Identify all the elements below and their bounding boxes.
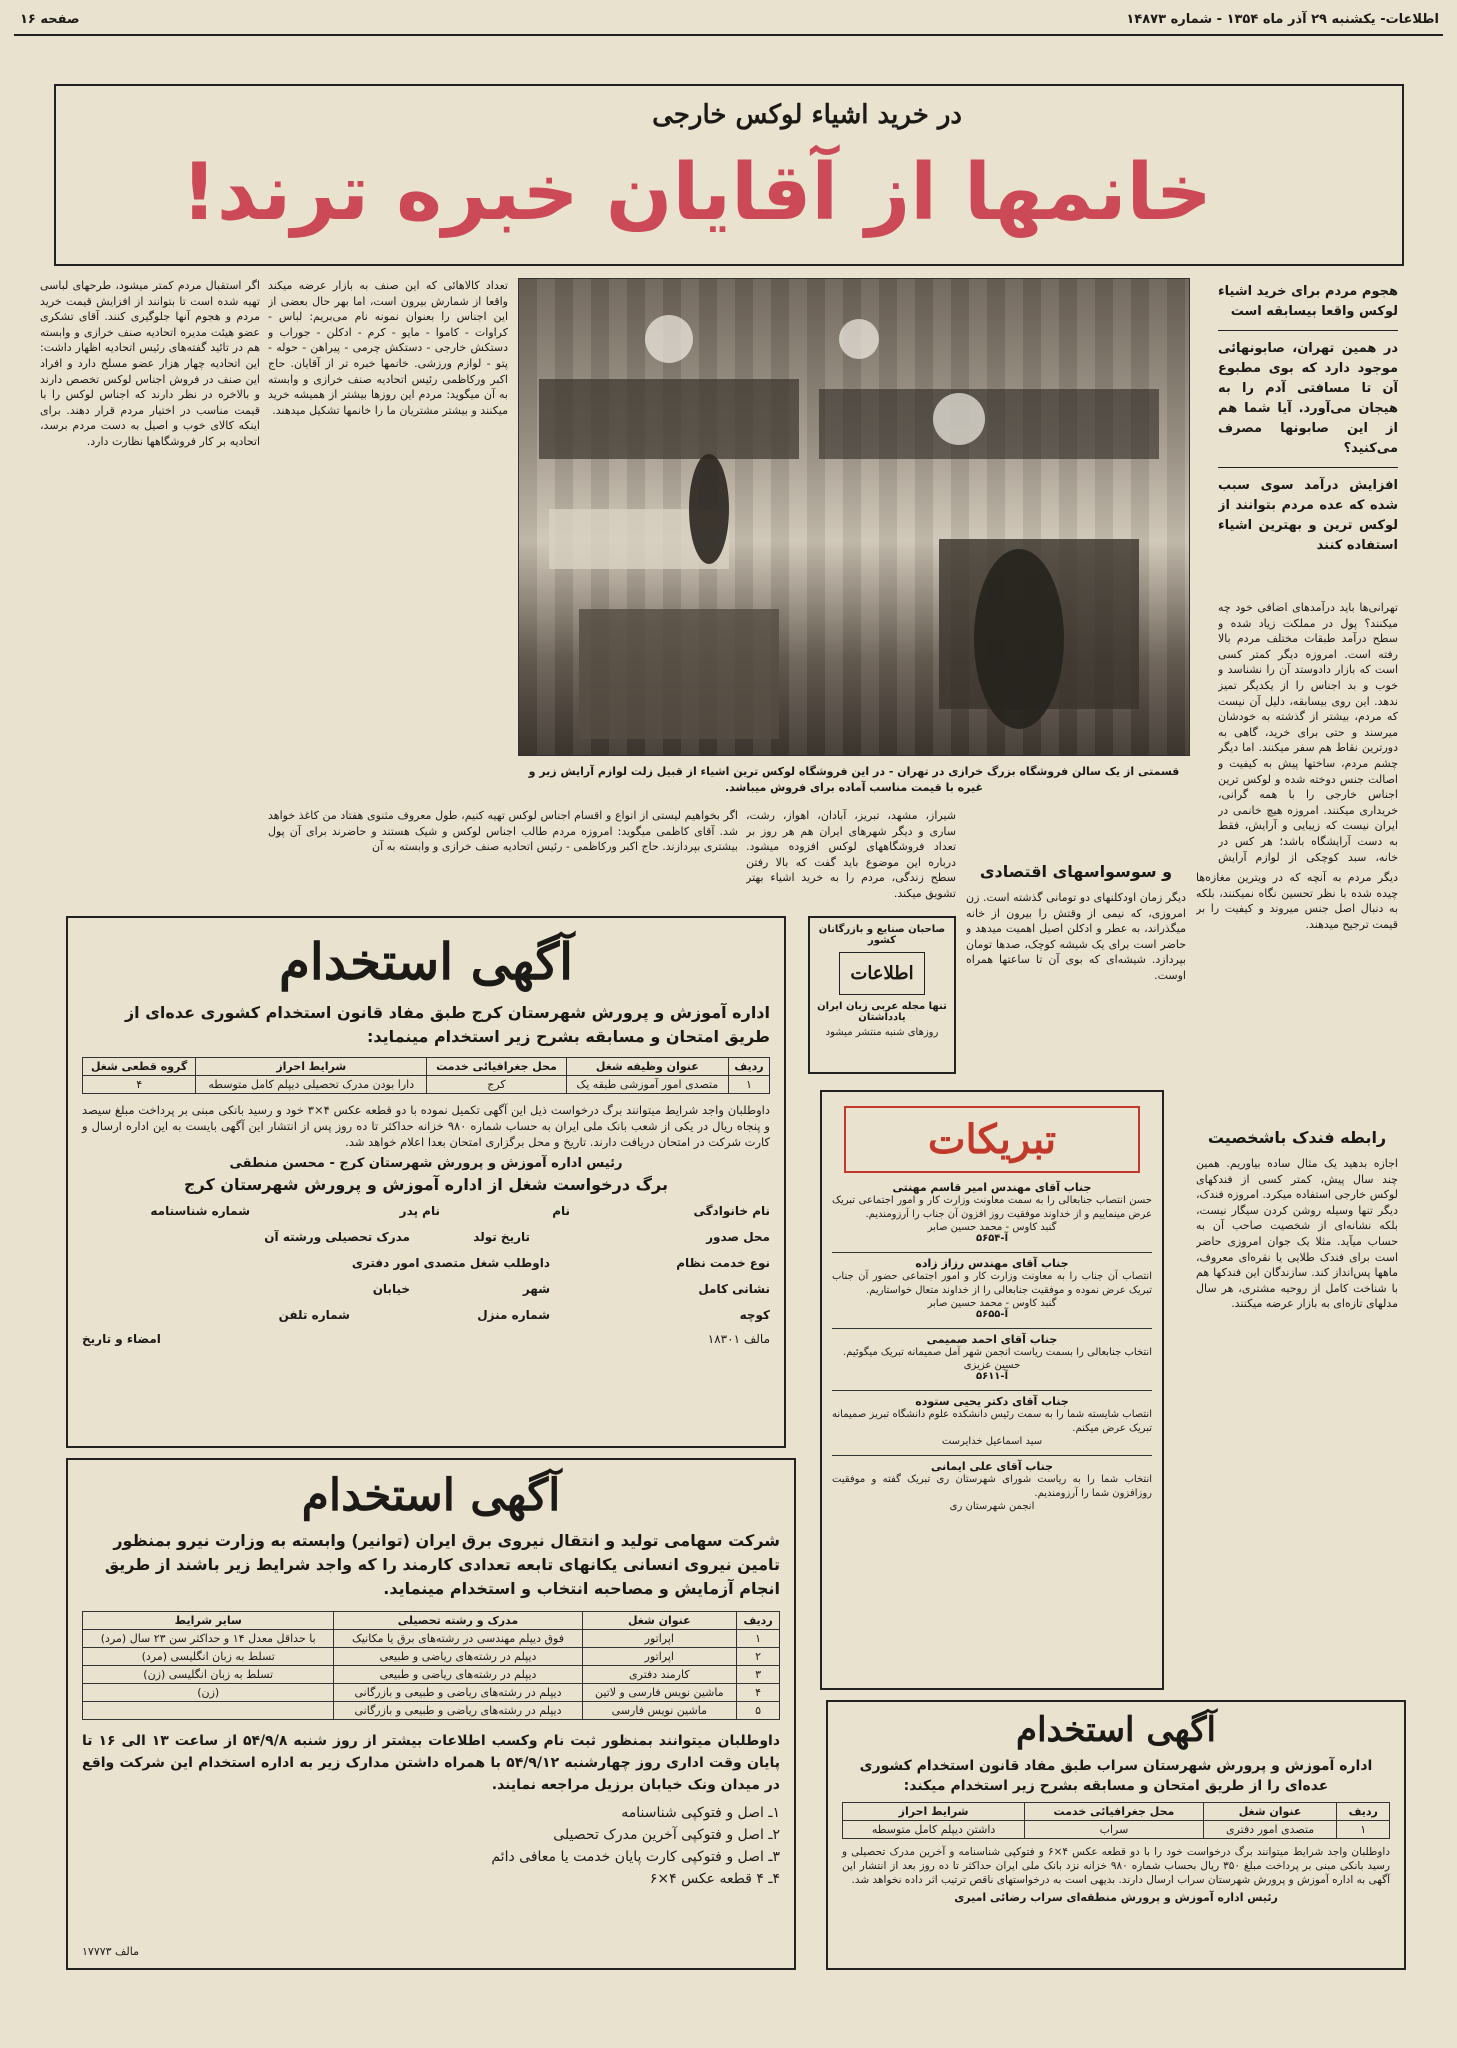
body-bottom-right: شیراز، مشهد، تبریز، آبادان، اهواز، رشت، ساری و دیگر شهرهای ایران هم هر روز بر تعداد فروشگاههای لوکس افزوده میشود. درباره این موضوع باید گفت که بالا رفتن سطح زندگی، مردم را به خرید اشیاء بهتر تشویق میکند. xyxy=(746,809,956,900)
store-photo xyxy=(518,278,1190,756)
table-row: ۳ کارمند دفتری دیپلم در رشته‌های ریاضی و طبیعی تسلط به زبان انگلیسی (زن) xyxy=(83,1666,780,1684)
ad-karaj-body: داوطلبان واجد شرایط میتوانند برگ درخواست ذیل این آگهی تکمیل نموده با دو قطعه عکس ۴×۳ خود و رسید بانکی مبنی بر پرداخت مبلغ سیصد و پنجاه ریال در یکی از شعب بانک ملی ایران به حساب شماره ۹۸۰ خزانه حداکثر تا ده روز پس از انتشار این آگهی بایست به این اداره ارسال و کارت شرکت در امتحان دریافت دارند. تاریخ و محل برگزاری امتحان بعدا اعلام خواهد شد. xyxy=(82,1103,770,1149)
congrats-item: جناب آقای علی ایمانی انتخاب شما را به ریاست شورای شهرستان ری تبریک گفته و موفقیت روزافزون شما را آرزومندیم. انجمن شهرستان ری xyxy=(832,1455,1152,1512)
ad-karaj-signature: رئیس اداره آموزش و پرورش شهرستان کرج - محسن منطقی xyxy=(229,1156,623,1171)
body-col-left: اگر استقبال مردم کمتر میشود، طرحهای لباسی تهیه شده است تا بتوانند از افزایش قیمت خرید مردم و هجوم آنها جلوگیری کنند. آقای تشکری عضو هیئت مدیره اتحادیه صنف خرازی و وابسته هم در تائید گفته‌های رئیس اتحادیه اظهار داشت: این اتحادیه چهار هزار عضو مسلح دارد و افراد این صنف در فروش اجناس لوکس تخصص دارند و بالاخره در نظر دارند که اجناس لوکس را با قیمت مناسب در اختیار مردم قرار دهند. برای اینکه کالای خوب و اصیل به دست مردم برسد، اتحادیه بر کار فروشگاهها نظارت دارد. xyxy=(40,279,260,448)
ad-tavanir-doc: ۲ـ اصل و فتوکپی آخرین مدرک تحصیلی xyxy=(553,1827,780,1843)
table-row: ۲ اپراتور دیپلم در رشته‌های ریاضی و طبیعی تسلط به زبان انگلیسی (مرد) xyxy=(83,1648,780,1666)
ad-congrats-title: تبریکات xyxy=(927,1116,1057,1163)
lead-para-3: افزایش درآمد سوی سبب شده که عده مردم بتوانند از لوکس ترین و بهترین اشیاء استفاده کنند xyxy=(1218,478,1398,553)
ad-tavanir-intro: شرکت سهامی تولید و انتقال نیروی برق ایران (توانیر) وابسته به وزارت نیرو بمنظور تامین نیروی انسانی یکانهای تابعه تعدادی کارمند را که واجد شرایط زیر باشند از طریق انجام آزمایش و مصاحبه انتخاب و استخدام مینماید. xyxy=(104,1531,780,1598)
lead-para-2: در همین تهران، صابونهائی موجود دارد که بوی مطبوع آن تا مسافتی آدم را به هیجان می‌آورد. آیا شما هم از این صابونها مصرف می‌کنید؟ xyxy=(1218,341,1398,456)
ad-karaj-title: آگهی استخدام xyxy=(278,932,574,991)
ad-sarab-body: داوطلبان واجد شرایط میتوانند برگ درخواست خود را با دو قطعه عکس ۴×۶ و فتوکپی شناسنامه و آخرین مدرک تحصیلی و رسید بانکی مبنی بر پرداخت مبلغ ۳۵۰ ریال بحساب شماره ۹۸۰ خزانه نزد بانک ملی ایران حداکثر تا ده روز بعد از انتشار این آگهی به اداره آموزش و پرورش شهرستان سراب ارسال دارند. بدیهی است به درخواستهای ناقص ترتیب اثر داده نخواهد شد. xyxy=(842,1846,1390,1886)
body-col-mid: تعداد کالاهائی که این صنف به بازار عرضه میکند واقعا از شمارش بیرون است، اما بهر حال بعضی از این اجناس را بعنوان نمونه نام می‌بریم: لباس - کراوات - کاموا - مایو - کرم - ادکلن - جوراب و دستکش خارجی - دستکش چرمی - پیراهن - حوله - پتو - لوازم ورزشی. خانمها خبره تر از آقایان. حاج اکبر ورکاظمی رئیس اتحادیه صنف خرازی و وابسته به آن میگوید: مردم این روزها بیشتر از همیشه خرید میکنند و بیشتر مشتریان ما را خانمها تشکیل میدهند. xyxy=(268,279,508,417)
photo-caption: قسمتی از یک سالن فروشگاه بزرگ خرازی در تهران - در این فروشگاه لوکس ترین اشیاء از قبیل زلت لوازم آرایش زیر و غیره با قیمت مناسب آماده برای فروش میباشد. xyxy=(528,765,1180,794)
ettelaat-logo: اطلاعات xyxy=(839,952,925,995)
ad-congrats xyxy=(820,1090,1164,1690)
headline-kicker: در خرید اشیاء لوکس خارجی xyxy=(652,100,962,130)
subhead-relation: رابطه فندک باشخصیت xyxy=(1207,1128,1387,1147)
issue-line: اطلاعات- یکشنبه ۲۹ آذر ماه ۱۳۵۴ - شماره ۱۴۸۷۳ xyxy=(1126,12,1439,27)
ad-tavanir-table: ردیف عنوان شغل مدرک و رشته تحصیلی سایر شرایط ۱ اپراتور فوق دیپلم مهندسی در رشته‌های برق یا مکانیک با حداقل معدل ۱۴ و حداکثر سن ۲۳ سال (مرد) ۲ اپراتور دیپلم در رشته‌های ریاضی و طبیعی تسلط به زبان انگلیسی (مرد) ۳ کارمند دفتری دیپلم در رشته‌های ریاضی و طبیعی تسلط به زبان انگلیسی (زن) ۴ ماشین نویس فارسی و لاتین دیپلم در رشته‌های ریاضی و طبیعی و بازرگانی (زن) ۵ ماشین نویس فارسی دیپلم در رشته‌های ریاضی و طبیعی و بازرگانی xyxy=(82,1611,780,1720)
headline-box xyxy=(54,84,1404,266)
body-bottom-mid: اگر بخواهیم لیستی از انواع و اقسام اجناس لوکس تهیه کنیم، طول معروف مثنوی هفتاد من کاغذ خواهد شد. آقای کاظمی میگوید: امروزه مردم طالب اجناس لوکس و شیک هستند و حاضرند برای آن پول بیشتری بپردازند. حاج اکبر ورکاظمی - رئیس اتحادیه صنف خرازی و وابسته به آن xyxy=(268,809,738,854)
ad-tavanir-doc: ۱ـ اصل و فتوکپی شناسنامه xyxy=(621,1805,780,1821)
body-col-right: تهرانی‌ها باید درآمدهای اضافی خود چه میکنند؟ پول در مملکت زیاد شده و سطح درآمد طبقات مختلف مردم بالا رفته است. امروزه دیگر کمتر کسی است که بازار دادوستد آن را نشناسد و خوب و بد اجناس را از یکدیگر تمیز ندهد. این روی بیسابقه، دلیل آن نیست که مردم، بیشتر از گذشته به خودشان میرسند و حتی برای خرید، گاهی به دورترین نقاط هم سفر میکنند. اما دیگر چشم مردم، ساختها پیش به کیفیت و اصالت جنس دوخته شده و لوکس ترین اجناس خارجی را با همه گرانی، خریداری میکنند. امروزه هیچ خانمی در ایران نیست که زیبایی و آرایش، فقط به دست آرایشگاه باشد؛ هر کس در خانه، سبد کوچکی از لوازم آرایش xyxy=(1218,601,1398,864)
ad-tavanir-body: داوطلبان میتوانند بمنظور ثبت نام وکسب اطلاعات بیشتر از روز شنبه ۵۴/۹/۸ از ساعت ۱۳ الی ۱۶ تا پایان وقت اداری روز چهارشنبه ۵۴/۹/۱۲ با همراه داشتن مدارک زیر به اداره استخدام این شرکت واقع در میدان ونک خیابان برزیل مراجعه نمایند. xyxy=(82,1733,781,1793)
ad-publisher: صاحبان صنایع و بازرگانان کشور اطلاعات تنها مجله عربی زبان ایران یادداشتان روزهای شنبه منتشر میشود xyxy=(808,916,956,1074)
ad-tavanir-doc: ۳ـ اصل و فتوکپی کارت پایان خدمت یا معافی دائم xyxy=(491,1849,780,1865)
subhead-economy: و سوسواسهای اقتصادی xyxy=(979,862,1173,881)
ad-sarab-signature: رئیس اداره آموزش و پرورش منطقه‌ای سراب رضائی امیری xyxy=(954,1891,1278,1904)
headline-title: خانمها از آقایان خبره ترند! xyxy=(181,148,1212,238)
ad-karaj xyxy=(66,916,786,1448)
relation-text: اجازه بدهید یک مثال ساده بیاوریم. همین چند سال پیش، کمتر کسی از فندکهای لوکس خارجی استفاده میکرد. امروزه فندک، دیگر تنها وسیله روشن کردن سیگار نیست، بلکه نشانه‌ای از شخصیت صاحب آن به حساب میآید. مثلا یک جوان امروزی حاضر است برای فندک طلایی یا نقره‌ای معروف، ماهها پس‌انداز کند. سازندگان این فندکها هم با شناخت کامل از روحیه مشتری، هر سال مدلهای تازه‌ای به بازار عرضه میکنند. xyxy=(1196,1157,1398,1311)
ad-tavanir-title: آگهی استخدام xyxy=(301,1470,561,1521)
table-row: ۴ ماشین نویس فارسی و لاتین دیپلم در رشته‌های ریاضی و طبیعی و بازرگانی (زن) xyxy=(83,1684,780,1702)
econ-text: دیگر زمان اودکلنهای دو تومانی گذشته است. زن امروزی، که نیمی از وقتش را بیرون از خانه میگذراند، به عطر و ادکلن اصیل اهمیت میدهد و حاضر است برای یک شیشه کوچک، صدها تومان بپردازد. شیشه‌ای که بوی آن تا ساعتها همراه اوست. xyxy=(966,891,1186,982)
body-col-far-right-lower: دیگر مردم به آنچه که در ویترین مغازه‌ها چیده شده با نظر تحسین نگاه نمیکنند، بلکه به دنبال اصل جنس میروند و کیفیت را بر قیمت ترجیح میدهند. xyxy=(1196,871,1398,931)
ad-sarab-table: ردیف عنوان شغل محل جغرافیائی خدمت شرایط احراز ۱ متصدی امور دفتری سراب داشتن دیپلم کامل متوسطه xyxy=(842,1802,1390,1839)
ad-tavanir-doc: ۴ـ ۴ قطعه عکس ۴×۶ xyxy=(649,1871,780,1887)
ad-tavanir xyxy=(66,1458,796,1970)
lead-para-1: هجوم مردم برای خرید اشیاء لوکس واقعا بیسابقه است xyxy=(1218,284,1398,319)
table-row: ۱ اپراتور فوق دیپلم مهندسی در رشته‌های برق یا مکانیک با حداقل معدل ۱۴ و حداکثر سن ۲۳ سال (مرد) xyxy=(83,1630,780,1648)
ad-sarab xyxy=(826,1700,1406,1970)
congrats-item: جناب آقای مهندس رزاز زاده انتصاب آن جناب را به معاونت وزارت کار و امور اجتماعی حضور آن جناب تبریک عرض نموده و موفقیت جنابعالی را از خداوند متعال خواستاریم. گنبد کاوس - محمد حسین صابر آ-۵۶۵۵ xyxy=(832,1252,1152,1320)
ad-sarab-intro: اداره آموزش و پرورش شهرستان سراب طبق مفاد قانون استخدام کشوری عده‌ای را از طریق امتحان و مسابقه بشرح زیر استخدام میکند: xyxy=(859,1758,1373,1794)
page-header xyxy=(14,8,1443,36)
ad-sarab-title: آگهی استخدام xyxy=(1016,1710,1216,1750)
ad-tavanir-code: مالف ۱۷۷۷۳ xyxy=(82,1945,140,1958)
ad-karaj-intro: اداره آموزش و پرورش شهرستان کرج طبق مفاد قانون استخدام کشوری عده‌ای از طریق امتحان و مسابقه بشرح زیر استخدام مینماید: xyxy=(124,1003,770,1046)
ad-karaj-form-title: برگ درخواست شغل از اداره آموزش و پرورش شهرستان کرج xyxy=(183,1175,668,1194)
congrats-item: جناب آقای احمد صمیمی انتخاب جنابعالی را بسمت ریاست انجمن شهر آمل صمیمانه تبریک میگوئیم. حسین عزیزی آ-۵۶۱۱ xyxy=(832,1328,1152,1382)
table-row: ۵ ماشین نویس فارسی دیپلم در رشته‌های ریاضی و طبیعی و بازرگانی xyxy=(83,1702,780,1720)
ad-congrats-title-frame xyxy=(844,1106,1140,1173)
store-photo-art xyxy=(519,279,1191,757)
page-number: صفحه ۱۶ xyxy=(20,12,80,27)
ad-karaj-form: نام خانوادگی نام نام پدر شماره شناسنامه محل صدور تاریخ تولد مدرک تحصیلی ورشته آن نوع خدمت نظام داوطلب شغل متصدی امور دفتری نشانی کامل شهر خیابان کوچه شماره منزل شماره تلفن مالف ۱۸۳۰۱ امضاء و تاریخ xyxy=(82,1204,770,1346)
congrats-item: جناب آقای مهندس امیر قاسم مهنتی حسن انتصاب جنابعالی را به سمت معاونت وزارت کار و امور اجتماعی تبریک عرض مینماییم و از خداوند موفقیت روز افزون آن جناب را آرزومندیم. گنبد کاوس - محمد حسین صابر آ-۵۶۵۴ xyxy=(832,1181,1152,1244)
ad-karaj-table: ردیف عنوان وظیفه شغل محل جغرافیائی خدمت شرایط احراز گروه قطعی شغل ۱ متصدی امور آموزشی طبقه یک کرج دارا بودن مدرک تحصیلی دیپلم کامل متوسطه ۴ xyxy=(82,1057,770,1094)
congrats-item: جناب آقای دکتر یحیی ستوده انتصاب شایسته شما را به سمت رئیس دانشکده علوم دانشگاه تبریز صمیمانه تبریک عرض میکنم. سید اسماعیل خدایرست xyxy=(832,1390,1152,1447)
